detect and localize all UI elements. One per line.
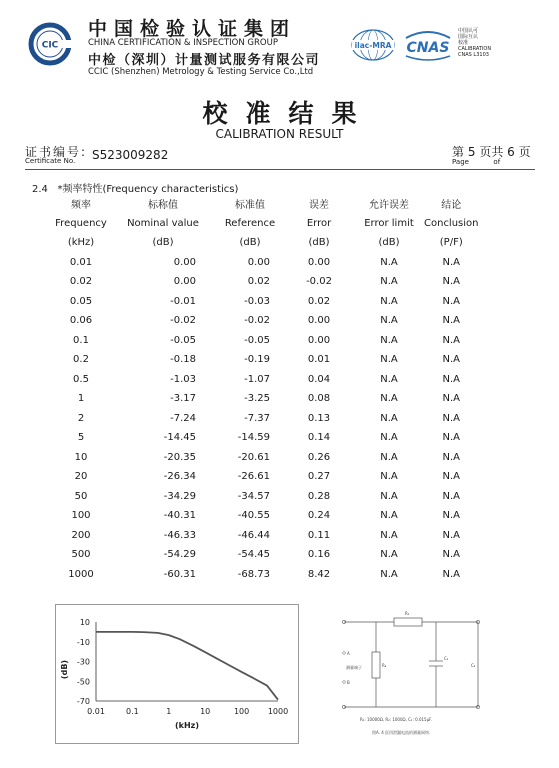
- certificate-number: S523009282: [92, 148, 169, 162]
- table-row: [52, 487, 479, 507]
- label-c1: C₁: [444, 656, 449, 661]
- circuit-parameters: R₁: 10000Ω, R₂: 1000Ω, C₁: 0.015μF.: [360, 717, 433, 722]
- table-cell: 200: [71, 529, 91, 541]
- column-header: Reference: [224, 217, 276, 229]
- table-cell: -40.55: [237, 510, 270, 522]
- table-cell: N.A: [442, 354, 460, 366]
- table-cell: -0.02: [170, 315, 196, 327]
- company-name-en: CHINA CERTIFICATION & INSPECTION GROUP: [88, 38, 278, 48]
- table-row: [52, 272, 479, 292]
- table-cell: N.A: [380, 276, 398, 288]
- table-cell: N.A: [380, 393, 398, 405]
- table-cell: -14.59: [237, 432, 270, 444]
- label-node-a: A: [347, 651, 350, 656]
- table-cell: 0.13: [307, 412, 331, 424]
- subsidiary-name-cn: 中检（深圳）计量测试服务有限公司: [88, 53, 321, 68]
- label-r1: R₁: [405, 611, 410, 616]
- table-row: [52, 428, 479, 448]
- table-cell: -26.34: [163, 471, 196, 483]
- table-cell: N.A: [380, 451, 398, 463]
- table-cell: N.A: [380, 373, 398, 385]
- circuit-caption: 图A. 4 医用泄漏电流的测量网络.: [372, 730, 431, 735]
- table-row: [52, 467, 479, 487]
- document-title-en: CALIBRATION RESULT: [215, 127, 344, 141]
- table-cell: 0.26: [307, 451, 331, 463]
- table-cell: N.A: [442, 529, 460, 541]
- cnas-info-line: CALIBRATION: [458, 46, 492, 52]
- column-unit: (dB): [378, 237, 400, 249]
- table-cell: 0.24: [307, 510, 331, 522]
- x-tick-label: 10: [200, 707, 211, 716]
- table-cell: 0.02: [307, 295, 331, 307]
- cnas-info-line: 国际互认: [458, 34, 479, 40]
- table-cell: N.A: [380, 549, 398, 561]
- table-row: [52, 311, 479, 331]
- table-cell: -1.03: [170, 373, 196, 385]
- column-header: 标准值: [235, 200, 265, 212]
- table-cell: 0.02: [247, 276, 270, 288]
- cnas-info-line: CNAS L3103: [458, 52, 489, 58]
- table-cell: 500: [71, 549, 91, 561]
- page-post: 页: [518, 145, 531, 159]
- resistor-r2-symbol: [372, 652, 380, 678]
- table-cell: 50: [74, 490, 88, 502]
- table-cell: N.A: [442, 471, 460, 483]
- table-cell: -0.05: [170, 334, 196, 346]
- column-unit: (dB): [308, 237, 330, 249]
- page-pre: 第: [452, 145, 465, 159]
- table-cell: -46.33: [163, 529, 196, 541]
- table-cell: N.A: [442, 451, 460, 463]
- cic-logo: [28, 22, 72, 66]
- x-tick-label: 1: [166, 707, 172, 716]
- frequency-response-chart: [55, 604, 299, 744]
- y-axis-label: (dB): [60, 659, 69, 680]
- page-en-label: Page: [452, 158, 469, 166]
- table-cell: N.A: [380, 412, 398, 424]
- table-cell: 10: [74, 451, 88, 463]
- table-cell: N.A: [380, 510, 398, 522]
- column-unit: (dB): [152, 237, 174, 249]
- column-header: Nominal value: [127, 217, 199, 229]
- table-cell: 0.08: [307, 393, 331, 405]
- table-cell: N.A: [380, 490, 398, 502]
- table-cell: 0.06: [69, 315, 93, 327]
- measurement-network-diagram: [332, 607, 492, 741]
- x-axis-label: (kHz): [175, 721, 199, 730]
- section-title: *频率特性(Frequency characteristics): [57, 184, 239, 195]
- x-tick-label: 0.01: [87, 707, 105, 716]
- table-units-row: [52, 233, 479, 253]
- table-row: [52, 409, 479, 429]
- table-cell: N.A: [442, 295, 460, 307]
- page-number: 5: [467, 145, 476, 159]
- section-heading: [32, 180, 238, 195]
- label-c2: C₂: [471, 663, 476, 668]
- page-mid: 页共: [479, 145, 504, 159]
- table-cell: N.A: [380, 568, 398, 580]
- subsidiary-name-en: CCIC (Shenzhen) Metrology & Testing Service Co.,Ltd: [88, 67, 314, 77]
- table-cell: N.A: [442, 432, 460, 444]
- table-cell: N.A: [442, 393, 460, 405]
- table-cell: N.A: [380, 334, 398, 346]
- table-cell: N.A: [380, 256, 398, 268]
- table-cell: -34.57: [237, 490, 270, 502]
- table-cell: -7.37: [244, 412, 270, 424]
- table-cell: 0.02: [69, 276, 93, 288]
- table-row: [52, 448, 479, 468]
- table-cell: 0.1: [73, 334, 89, 346]
- table-cell: N.A: [442, 334, 460, 346]
- table-row: [52, 506, 479, 526]
- label-node-b: B: [347, 680, 350, 685]
- column-unit: (kHz): [67, 237, 95, 249]
- cnas-logo-text: CNAS: [406, 40, 450, 56]
- table-header-row-cn: [52, 194, 479, 214]
- table-cell: 5: [77, 432, 85, 444]
- table-cell: N.A: [380, 354, 398, 366]
- table-cell: 0.00: [173, 276, 196, 288]
- table-cell: 0.16: [307, 549, 331, 561]
- y-tick-label: -10: [76, 637, 90, 647]
- resistor-r1-symbol: [394, 618, 422, 626]
- table-cell: -7.24: [170, 412, 196, 424]
- column-header: 标称值: [148, 200, 178, 212]
- table-cell: 0.00: [307, 315, 331, 327]
- x-tick-label: 0.1: [126, 707, 139, 716]
- table-cell: -0.18: [170, 354, 196, 366]
- y-tick-label: -70: [76, 697, 90, 706]
- table-cell: N.A: [442, 412, 460, 424]
- table-cell: 0.11: [307, 529, 331, 541]
- table-cell: 0.00: [173, 256, 196, 268]
- table-cell: -3.17: [170, 393, 196, 405]
- section-number: 2.4: [32, 184, 48, 195]
- certificate-label-en: Certificate No.: [25, 157, 76, 165]
- page-en-of: of: [493, 158, 501, 166]
- column-header: 误差: [309, 200, 329, 212]
- column-header: Error: [306, 217, 332, 229]
- table-row: [52, 565, 479, 585]
- table-cell: 0.05: [69, 295, 93, 307]
- table-cell: -20.35: [163, 451, 196, 463]
- table-cell: 0.01: [69, 256, 93, 268]
- column-header: Frequency: [55, 217, 107, 229]
- table-cell: -54.45: [237, 549, 270, 561]
- table-cell: N.A: [380, 432, 398, 444]
- header-divider: [25, 169, 535, 170]
- page-total: 6: [507, 145, 515, 159]
- y-tick-label: 10: [79, 618, 90, 627]
- page-indicator-en: [452, 158, 500, 166]
- y-tick-label: -50: [76, 677, 90, 687]
- table-cell: 0.00: [247, 256, 270, 268]
- table-cell: N.A: [442, 373, 460, 385]
- table-cell: -0.02: [306, 276, 332, 288]
- table-cell: 1: [77, 393, 85, 405]
- table-cell: N.A: [442, 276, 460, 288]
- series-line: [96, 632, 278, 700]
- table-cell: 100: [71, 510, 91, 522]
- table-cell: 0.28: [307, 490, 331, 502]
- table-cell: N.A: [380, 295, 398, 307]
- column-header: 允许误差: [369, 200, 409, 212]
- cnas-info-line: 中国认可: [458, 28, 479, 34]
- ilac-logo-text: ilac-MRA: [354, 41, 392, 50]
- table-cell: 2: [77, 412, 85, 424]
- table-cell: -0.01: [170, 295, 196, 307]
- cnas-logo: [402, 30, 454, 62]
- table-cell: 0.14: [307, 432, 331, 444]
- column-header: 频率: [71, 200, 91, 212]
- table-cell: 0.2: [73, 354, 89, 366]
- table-cell: 0.01: [307, 354, 331, 366]
- column-unit: (dB): [239, 237, 261, 249]
- table-row: [52, 350, 479, 370]
- certificate-label-cn: 证书编号:: [25, 145, 88, 159]
- chart-svg: [56, 605, 298, 743]
- table-cell: 1000: [68, 568, 94, 580]
- cic-logo-text: CIC: [41, 40, 59, 51]
- label-measuring-terminal: 测量端子: [346, 665, 362, 670]
- table-row: [52, 292, 479, 312]
- table-cell: N.A: [380, 315, 398, 327]
- column-header: 结论: [441, 200, 462, 212]
- table-cell: 0.04: [307, 373, 331, 385]
- table-cell: -26.61: [237, 471, 270, 483]
- table-cell: N.A: [442, 490, 460, 502]
- table-cell: -3.25: [244, 393, 270, 405]
- company-name-cn: 中国检验认证集团: [88, 18, 297, 40]
- cnas-info-line: 校准: [458, 40, 469, 46]
- table-cell: N.A: [442, 568, 460, 580]
- table-row: [52, 545, 479, 565]
- table-cell: 8.42: [307, 568, 331, 580]
- table-cell: N.A: [442, 549, 460, 561]
- table-cell: 0.27: [307, 471, 331, 483]
- x-tick-label: 100: [233, 707, 250, 716]
- table-cell: 0.00: [307, 256, 331, 268]
- table-cell: -60.31: [163, 568, 196, 580]
- frequency-table: [52, 194, 479, 584]
- table-cell: -0.05: [244, 334, 270, 346]
- cnas-accreditation-info: [458, 28, 518, 58]
- table-cell: N.A: [380, 529, 398, 541]
- table-cell: -46.44: [237, 529, 270, 541]
- table-cell: 0.00: [307, 334, 331, 346]
- table-cell: -0.02: [244, 315, 270, 327]
- table-row: [52, 389, 479, 409]
- table-cell: 20: [74, 471, 88, 483]
- table-cell: -34.29: [163, 490, 196, 502]
- table-cell: -40.31: [163, 510, 196, 522]
- table-cell: 0.5: [73, 373, 89, 385]
- table-row: [52, 331, 479, 351]
- table-cell: N.A: [380, 471, 398, 483]
- column-header: Error limit: [364, 217, 414, 229]
- column-header: Conclusion: [424, 217, 479, 229]
- table-cell: N.A: [442, 315, 460, 327]
- table-cell: -1.07: [244, 373, 270, 385]
- table-row: [52, 370, 479, 390]
- document-title-cn: 校准结果: [202, 99, 375, 128]
- table-cell: N.A: [442, 510, 460, 522]
- table-cell: -68.73: [237, 568, 270, 580]
- table-cell: -14.45: [163, 432, 196, 444]
- label-r2: R₂: [382, 663, 387, 668]
- table-cell: N.A: [442, 256, 460, 268]
- column-unit: (P/F): [439, 237, 463, 249]
- table-row: [52, 253, 479, 273]
- table-cell: -54.29: [163, 549, 196, 561]
- ilac-mra-logo: [350, 28, 396, 62]
- table-cell: -0.03: [244, 295, 270, 307]
- x-tick-label: 1000: [267, 707, 289, 716]
- table-row: [52, 526, 479, 546]
- y-tick-label: -30: [76, 657, 90, 667]
- table-cell: -20.61: [237, 451, 270, 463]
- table-cell: -0.19: [244, 354, 270, 366]
- table-header-row-en: [52, 214, 479, 234]
